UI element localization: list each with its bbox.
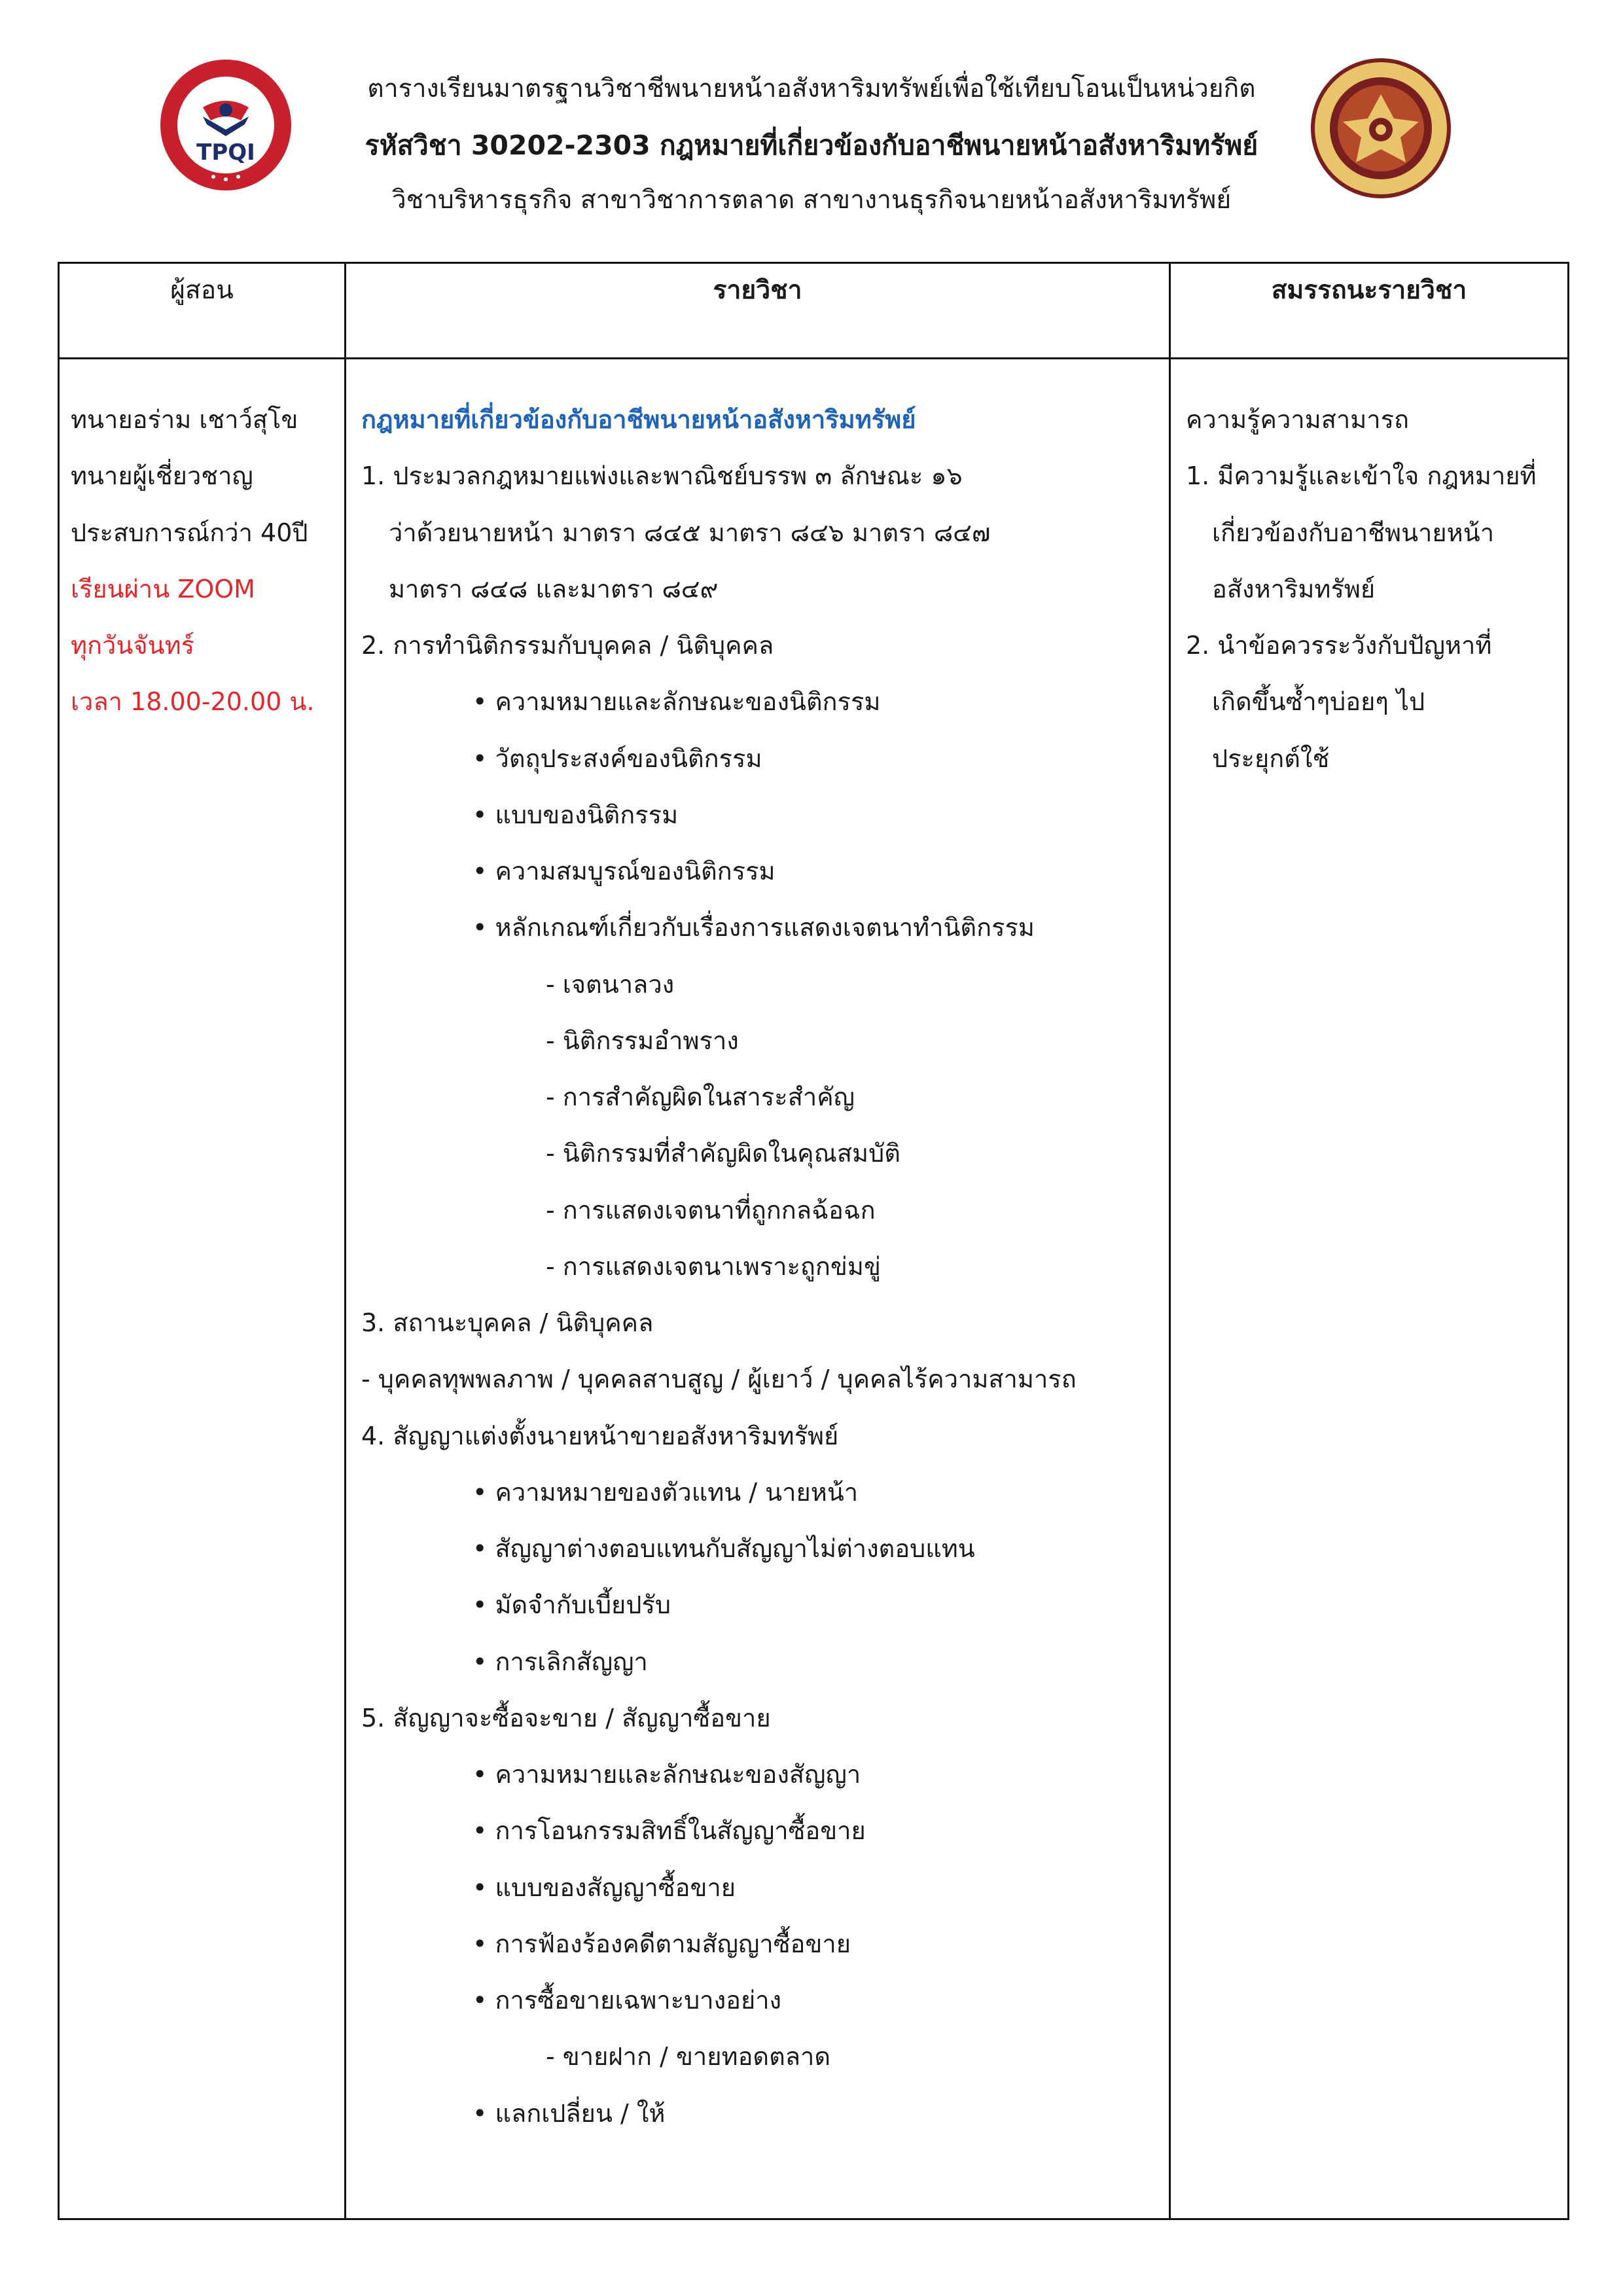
institute-seal-logo xyxy=(1309,56,1453,200)
bullet-item: • การโอนกรรมสิทธิ์ในสัญญาซื้อขาย xyxy=(473,1816,866,1845)
sub-item: - การแสดงเจตนาที่ถูกกลฉ้อฉก xyxy=(546,1196,876,1225)
topic-heading: 1. ประมวลกฎหมายแพ่งและพาณิชย์บรรพ ๓ ลักษณะ ๑๖ xyxy=(361,461,963,490)
program-subtitle: วิชาบริหารธุรกิจ สาขาวิชาการตลาด สาขางานธุรกิจนายหน้าอสังหาริมทรัพย์ xyxy=(391,185,1232,215)
column-header-instructor: ผู้สอน xyxy=(170,276,234,305)
topic-heading: 3. สถานะบุคคล / นิติบุคคล xyxy=(361,1308,654,1337)
sub-item: - บุคคลทุพพลภาพ / บุคคลสาบสูญ / ผู้เยาว์ / บุคคลไร้ความสามารถ xyxy=(361,1365,1077,1393)
competency-item-continuation: อสังหาริมทรัพย์ xyxy=(1212,575,1376,603)
header-title-line: ตารางเรียนมาตรฐานวิชาชีพนายหน้าอสังหาริมทรัพย์เพื่อใช้เทียบโอนเป็นหน่วยกิต xyxy=(367,74,1256,103)
sub-item: - นิติกรรมที่สำคัญผิดในคุณสมบัติ xyxy=(546,1139,901,1168)
competency-item: 1. มีความรู้และเข้าใจ กฎหมายที่ xyxy=(1186,461,1537,490)
class-mode: เรียนผ่าน ZOOM xyxy=(71,575,255,603)
column-divider xyxy=(344,262,346,2220)
course-title: กฎหมายที่เกี่ยวข้องกับอาชีพนายหน้าอสังหาริมทรัพย์ xyxy=(361,405,916,434)
topic-continuation: มาตรา ๘๔๘ และมาตรา ๘๔๙ xyxy=(389,575,719,603)
topic-continuation: ว่าด้วยนายหน้า มาตรา ๘๔๕ มาตรา ๘๔๖ มาตรา ๘๔๗ xyxy=(389,518,991,547)
competency-item: 2. นำข้อควรระวังกับปัญหาที่ xyxy=(1186,631,1492,660)
column-header-competency: สมรรถนะรายวิชา xyxy=(1271,276,1467,305)
course-code-title: รหัสวิชา 30202-2303 กฎหมายที่เกี่ยวข้องกับอาชีพนายหน้าอสังหาริมทรัพย์ xyxy=(365,130,1258,161)
bullet-item: • ความสมบูรณ์ของนิติกรรม xyxy=(473,857,776,886)
schedule-table xyxy=(58,262,1569,2220)
document-header xyxy=(0,0,1623,249)
topic-heading: 4. สัญญาแต่งตั้งนายหน้าขายอสังหาริมทรัพย์ xyxy=(361,1422,839,1450)
table-header-divider xyxy=(58,357,1569,359)
instructor-name: ทนายอร่าม เชาว์สุโข xyxy=(71,405,298,434)
column-header-course: รายวิชา xyxy=(713,276,802,305)
bullet-item: • สัญญาต่างตอบแทนกับสัญญาไม่ต่างตอบแทน xyxy=(473,1534,975,1563)
competency-item-continuation: ประยุกต์ใช้ xyxy=(1212,744,1330,773)
competency-item-continuation: เกิดขึ้นซ้ำๆบ่อยๆ ไป xyxy=(1212,687,1425,716)
bullet-item: • ความหมายของตัวแทน / นายหน้า xyxy=(473,1478,859,1507)
sub-item: - การสำคัญผิดในสาระสำคัญ xyxy=(546,1083,855,1111)
class-time: เวลา 18.00-20.00 น. xyxy=(71,687,315,716)
topic-heading: 5. สัญญาจะซื้อจะขาย / สัญญาซื้อขาย xyxy=(361,1704,771,1732)
bullet-item: • วัตถุประสงค์ของนิติกรรม xyxy=(473,744,762,773)
tpqi-logo-text: TPQI xyxy=(196,139,255,166)
instructor-title: ทนายผู้เชี่ยวชาญ xyxy=(71,461,253,490)
bullet-item: • แบบของนิติกรรม xyxy=(473,800,679,829)
sub-item: - นิติกรรมอำพราง xyxy=(546,1026,739,1055)
bullet-item: • หลักเกณฑ์เกี่ยวกับเรื่องการแสดงเจตนาทำนิติกรรม xyxy=(473,913,1035,942)
column-divider xyxy=(1169,262,1171,2220)
competency-heading: ความรู้ความสามารถ xyxy=(1186,405,1410,434)
competency-item-continuation: เกี่ยวข้องกับอาชีพนายหน้า xyxy=(1212,518,1495,547)
sub-item: - เจตนาลวง xyxy=(546,970,675,999)
bullet-item: • การเลิกสัญญา xyxy=(473,1647,648,1676)
sub-item: - การแสดงเจตนาเพราะถูกข่มขู่ xyxy=(546,1252,881,1281)
sub-item: - ขายฝาก / ขายทอดตลาด xyxy=(546,2042,831,2071)
bullet-item: • การซื้อขายเฉพาะบางอย่าง xyxy=(473,1986,782,2015)
tpqi-logo xyxy=(157,56,294,194)
bullet-item: • แบบของสัญญาซื้อขาย xyxy=(473,1873,736,1902)
bullet-item: • แลกเปลี่ยน / ให้ xyxy=(473,2099,666,2128)
bullet-item: • ความหมายและลักษณะของสัญญา xyxy=(473,1760,861,1789)
bullet-item: • การฟ้องร้องคดีตามสัญญาซื้อขาย xyxy=(473,1929,851,1958)
bullet-item: • มัดจำกับเบี้ยปรับ xyxy=(473,1590,671,1619)
bullet-item: • ความหมายและลักษณะของนิติกรรม xyxy=(473,687,881,716)
class-day: ทุกวันจันทร์ xyxy=(71,631,195,660)
instructor-experience: ประสบการณ์กว่า 40ปี xyxy=(71,518,308,547)
topic-heading: 2. การทำนิติกรรมกับบุคคล / นิติบุคคล xyxy=(361,631,774,660)
